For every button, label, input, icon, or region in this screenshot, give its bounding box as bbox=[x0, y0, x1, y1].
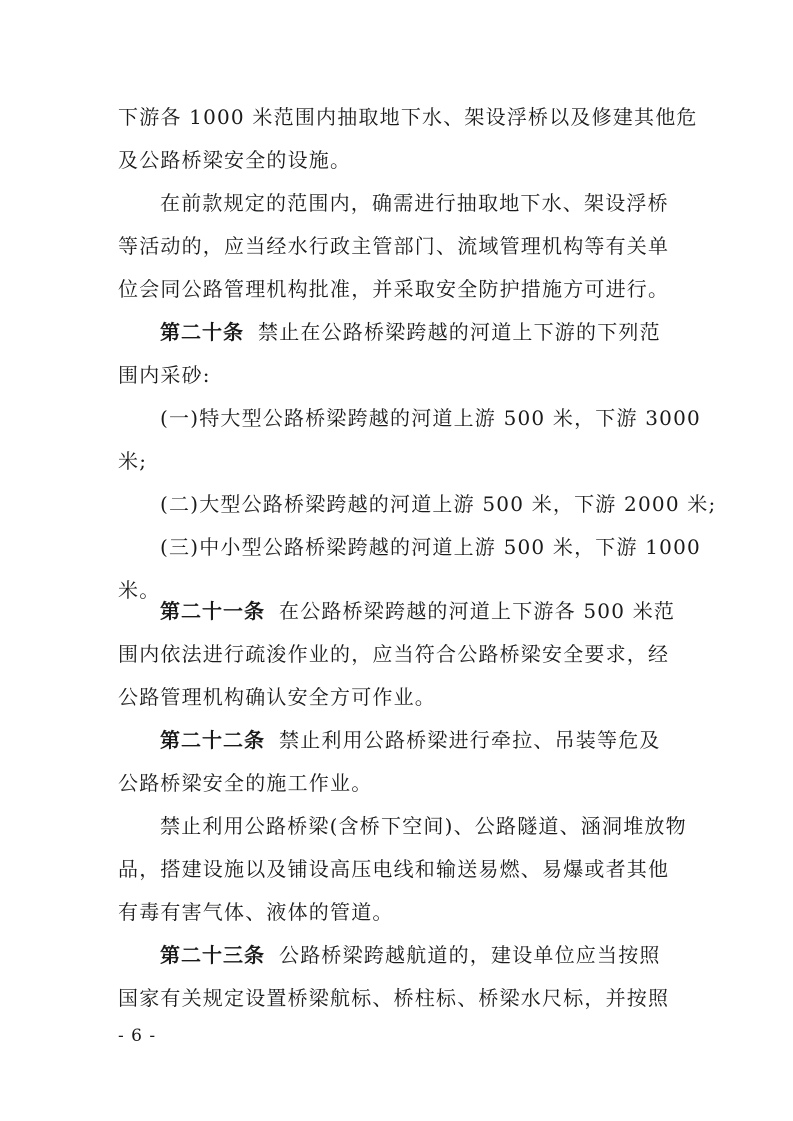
article-heading: 第二十二条 bbox=[160, 728, 265, 752]
text-line: 国家有关规定设置桥梁航标、桥柱标、桥梁水尺标，并按照 bbox=[118, 986, 670, 1010]
article-text: 禁止利用公路桥梁进行牵拉、吊装等危及 bbox=[279, 728, 661, 752]
text-line: 等活动的，应当经水行政主管部门、流域管理机构等有关单 bbox=[118, 234, 670, 258]
list-item: (一)特大型公路桥梁跨越的河道上游 500 米，下游 3000 bbox=[160, 406, 701, 430]
article-21 bbox=[118, 590, 678, 719]
article-22 bbox=[118, 719, 678, 805]
paragraph-continuation bbox=[118, 96, 698, 182]
text-line bbox=[118, 719, 678, 762]
article-heading: 第二十条 bbox=[160, 320, 244, 344]
page-number: - 6 - bbox=[118, 1026, 157, 1046]
article-text: 公路桥梁跨越航道的，建设单位应当按照 bbox=[279, 943, 661, 967]
text-line bbox=[118, 934, 678, 977]
text-line: 品，搭建设施以及铺设高压电线和输送易燃、易爆或者其他 bbox=[118, 857, 670, 881]
text-line: 在前款规定的范围内，确需进行抽取地下水、架设浮桥 bbox=[160, 191, 669, 215]
list-item: (二)大型公路桥梁跨越的河道上游 500 米，下游 2000 米; bbox=[160, 492, 717, 516]
article-20 bbox=[118, 311, 678, 397]
article-text: 在公路桥梁跨越的河道上下游各 500 米范 bbox=[279, 599, 676, 623]
paragraph-prohibition bbox=[118, 805, 687, 934]
text-line: 米。 bbox=[118, 578, 161, 602]
text-line: 有毒有害气体、液体的管道。 bbox=[118, 900, 394, 924]
text-line: 围内采砂: bbox=[118, 363, 211, 387]
text-line: 公路桥梁安全的施工作业。 bbox=[118, 771, 373, 795]
text-line: 位会同公路管理机构批准，并采取安全防护措施方可进行。 bbox=[118, 277, 670, 301]
article-heading: 第二十一条 bbox=[160, 599, 265, 623]
article-text: 禁止在公路桥梁跨越的河道上下游的下列范 bbox=[258, 320, 661, 344]
text-line: 米; bbox=[118, 449, 148, 473]
text-line bbox=[118, 311, 678, 354]
text-line: 下游各 1000 米范围内抽取地下水、架设浮桥以及修建其他危 bbox=[118, 105, 698, 129]
list-item: (三)中小型公路桥梁跨越的河道上游 500 米，下游 1000 bbox=[160, 535, 701, 559]
paragraph-approval bbox=[118, 182, 678, 311]
text-line: 禁止利用公路桥梁(含桥下空间)、公路隧道、涵洞堆放物 bbox=[160, 814, 687, 838]
article-23 bbox=[118, 934, 678, 1020]
text-line: 围内依法进行疏浚作业的，应当符合公路桥梁安全要求，经 bbox=[118, 642, 670, 666]
text-line: 公路管理机构确认安全方可作业。 bbox=[118, 685, 436, 709]
article-20-items bbox=[118, 397, 717, 612]
article-heading: 第二十三条 bbox=[160, 943, 265, 967]
text-line: 及公路桥梁安全的设施。 bbox=[118, 148, 352, 172]
text-line bbox=[118, 590, 678, 633]
